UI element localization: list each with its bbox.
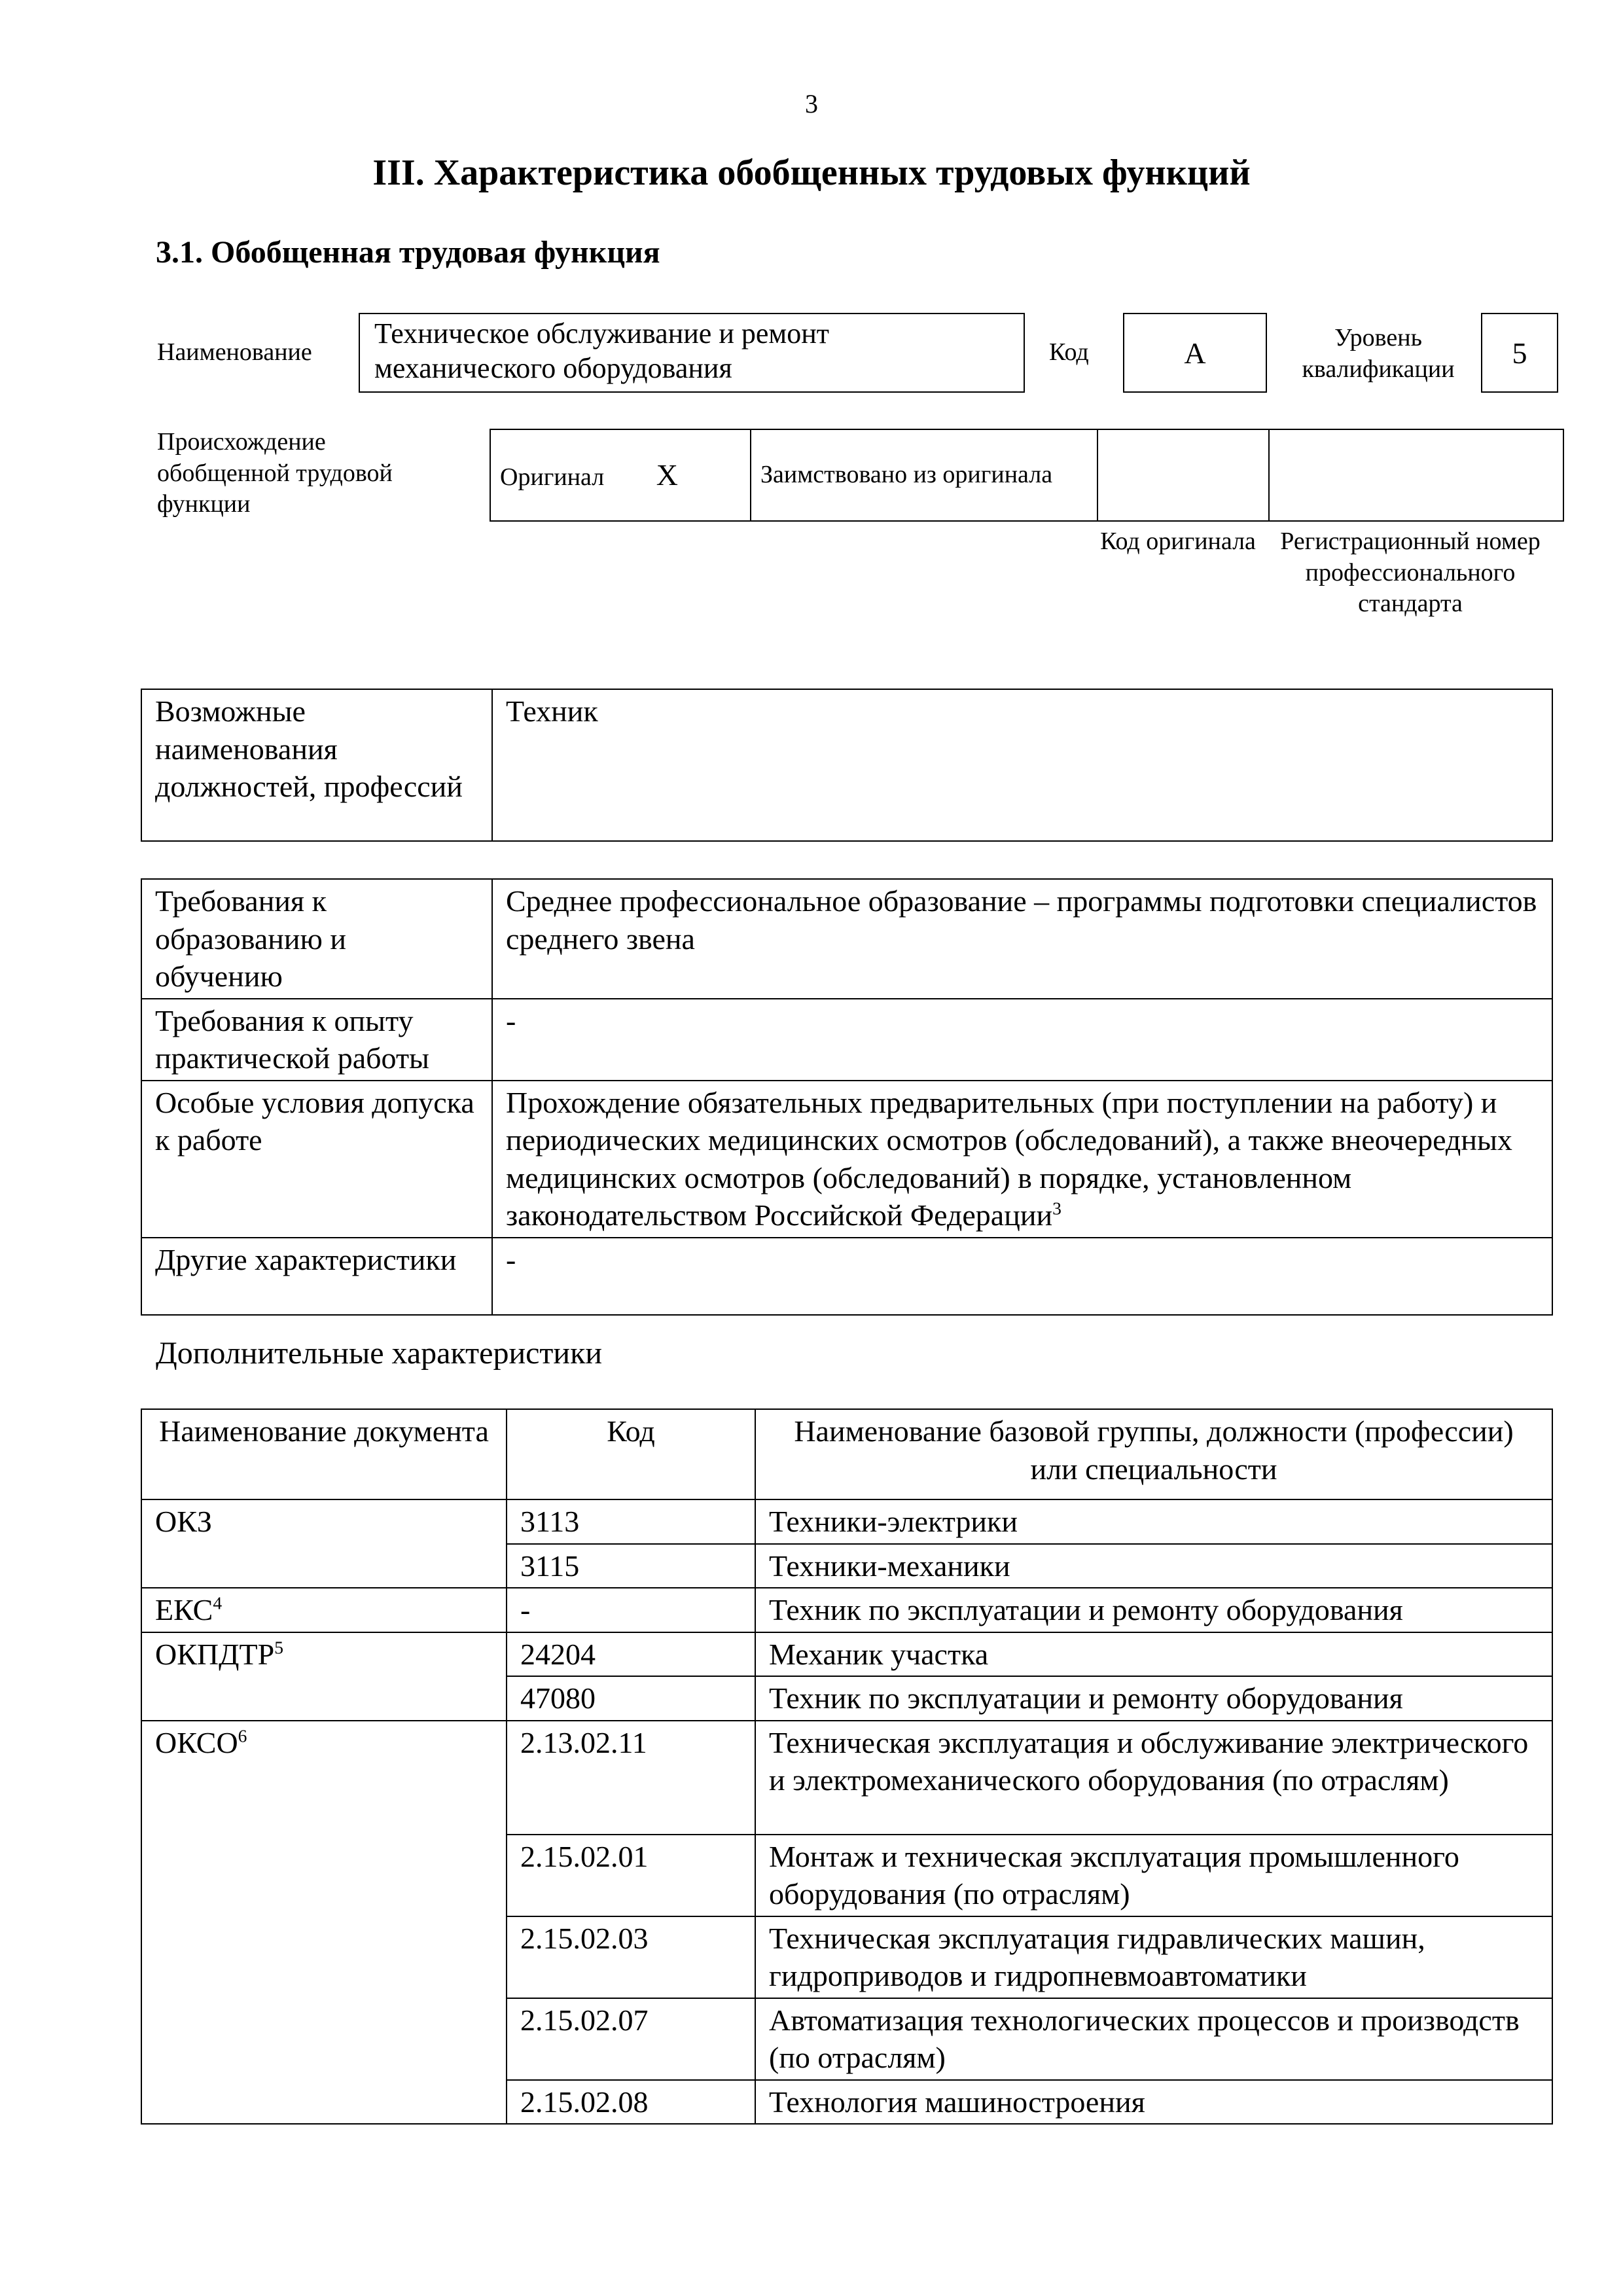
origin-borrowed-cell: Заимствовано из оригинала [751,429,1097,521]
origin-reg-number-cell [1269,429,1563,521]
name-cell: Технология машиностроения [755,2080,1552,2125]
qualification-level-box: 5 [1481,313,1558,393]
doc-cell: ЕКС$^4$ [141,1588,507,1632]
positions-table [141,689,1553,842]
doc-cell [141,1835,507,1916]
requirement-label: Особые условия допуска к работе [141,1081,492,1238]
qualification-level-label: Уровень квалификации [1302,324,1455,383]
code-cell: 2.15.02.08 [507,2080,755,2125]
subsection-title: 3.1. Обобщенная трудовая функция [156,235,660,270]
doc-cell [141,1916,507,1998]
name-cell: Автоматизация технологических процессов и производств (по отраслям) [755,1998,1552,2080]
original-mark: Х [656,458,678,492]
doc-cell: ОКЗ [141,1499,507,1544]
requirement-label: Требования к опыту практической работы [141,999,492,1081]
additional-title: Дополнительные характеристики [156,1336,603,1371]
doc-cell: ОКСО$^6$ [141,1721,507,1835]
header-name: Наименование базовой группы, должности (профессии) или специальности [755,1409,1552,1499]
doc-cell: ОКПДТР$^5$ [141,1632,507,1677]
section-title: III. Характеристика обобщенных трудовых функций [372,152,1251,193]
origin-code-cell [1097,429,1269,521]
requirement-value: Прохождение обязательных предварительных (при поступлении на работу) и периодических медицинских осмотров (обследований), а также внеочередных медицинских осмотров (обследований) в порядке, установленном законодательством Российской Федерации$^3$ [492,1081,1552,1238]
code-cell: - [507,1588,755,1632]
header-doc: Наименование документа [141,1409,507,1499]
function-name-box: Техническое обслуживание и ремонт механического оборудования [359,313,1025,393]
requirement-label: Требования к образованию и обучению [141,879,492,999]
doc-cell [141,1998,507,2080]
code-cell: 2.13.02.11 [507,1721,755,1835]
code-cell: 2.15.02.03 [507,1916,755,1998]
code-label: Код [1049,338,1089,366]
code-cell: 2.15.02.07 [507,1998,755,2080]
name-cell: Монтаж и техническая эксплуатация промышленного оборудования (по отраслям) [755,1835,1552,1916]
code-cell: 3115 [507,1544,755,1588]
function-code-box: А [1123,313,1267,393]
original-label: Оригинал [500,463,605,492]
name-cell: Техническая эксплуатация гидравлических машин, гидроприводов и гидропневмоавтоматики [755,1916,1552,1998]
name-label: Наименование [157,338,312,366]
reg-number-caption: Регистрационный номер профессионального стандарта [1280,528,1541,617]
origin-original-cell [490,429,751,521]
name-cell: Техник по эксплуатации и ремонту оборудования [755,1676,1552,1721]
origin-table [490,429,1564,522]
requirements-table [141,878,1553,1316]
footnote-ref: 3 [1052,1198,1061,1219]
requirement-label: Другие характеристики [141,1238,492,1315]
positions-label: Возможные наименования должностей, профессий [141,689,492,841]
doc-cell [141,2080,507,2125]
additional-table [141,1408,1553,2125]
original-code-caption: Код оригинала [1100,528,1256,555]
requirement-value: - [492,1238,1552,1315]
doc-cell [141,1544,507,1588]
origin-label: Происхождение обобщенной трудовой функции [157,428,393,518]
name-cell: Техник по эксплуатации и ремонту оборудования [755,1588,1552,1632]
code-cell: 2.15.02.01 [507,1835,755,1916]
code-cell: 3113 [507,1499,755,1544]
positions-value: Техник [492,689,1552,841]
requirement-value: - [492,999,1552,1081]
header-code: Код [507,1409,755,1499]
name-cell: Техники-механики [755,1544,1552,1588]
name-cell: Техники-электрики [755,1499,1552,1544]
doc-cell [141,1676,507,1721]
code-cell: 47080 [507,1676,755,1721]
page-number: 3 [805,89,818,118]
name-cell: Техническая эксплуатация и обслуживание электрического и электромеханического оборудования (по отраслям) [755,1721,1552,1835]
name-cell: Механик участка [755,1632,1552,1677]
code-cell: 24204 [507,1632,755,1677]
requirement-value: Среднее профессиональное образование – программы подготовки специалистов среднего звена [492,879,1552,999]
